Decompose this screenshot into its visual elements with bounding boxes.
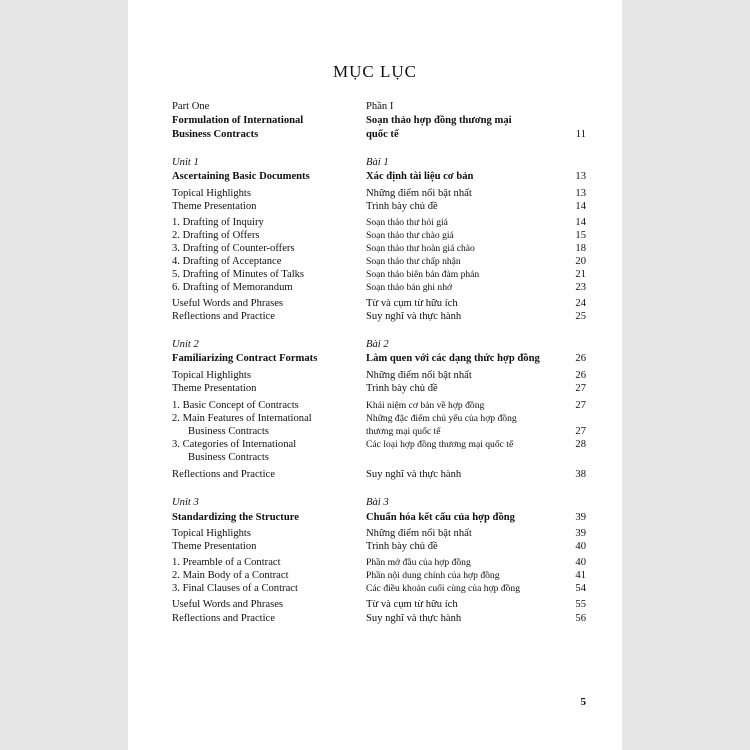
unit-page: 39 <box>575 512 586 523</box>
part-title-en-line2: Business Contracts <box>172 129 259 140</box>
part-page: 11 <box>575 129 586 140</box>
toc-entry-vi: Trình bày chủ đề <box>366 201 438 212</box>
toc-entry-vi: Soạn thảo bản ghi nhớ <box>366 282 453 293</box>
toc-entry-en: Reflections and Practice <box>172 613 275 624</box>
unit-title-en: Ascertaining Basic Documents <box>172 171 310 182</box>
toc-entry-page: 26 <box>575 370 586 381</box>
toc-entry-vi: Những điểm nổi bật nhất <box>366 370 472 381</box>
toc-entry-vi: Suy nghĩ và thực hành <box>366 469 462 480</box>
toc-entry-page: 39 <box>575 528 586 539</box>
toc-entry-en: 6. Drafting of Memorandum <box>172 282 293 293</box>
toc-entry-page: 23 <box>575 282 586 293</box>
toc-entry-en: 2. Main Body of a Contract <box>172 570 289 581</box>
toc-entry-page: 40 <box>575 541 586 552</box>
toc-entry-page: 14 <box>575 201 586 212</box>
toc-entry-vi: Soạn thảo thư chào giá <box>366 230 454 241</box>
toc-entry-vi: Soạn thảo thư chấp nhận <box>366 256 461 267</box>
toc-entry-vi: Soạn thảo thư hỏi giá <box>366 217 448 228</box>
toc-entry-vi: Từ và cụm từ hữu ích <box>366 599 458 610</box>
toc-entry-en: Reflections and Practice <box>172 469 275 480</box>
part-label-vi: Phần I <box>366 101 394 112</box>
toc-entry-page: 38 <box>575 469 586 480</box>
toc-entry-en: Business Contracts <box>188 452 269 463</box>
toc-entry-en: 2. Main Features of International <box>172 413 312 424</box>
toc-entry-en: 1. Preamble of a Contract <box>172 557 281 568</box>
toc-entry-en: Theme Presentation <box>172 201 257 212</box>
part-title-vi-line1: Soạn thảo hợp đồng thương mại <box>366 115 512 126</box>
toc-entry-vi: Suy nghĩ và thực hành <box>366 311 462 322</box>
unit-label-en: Unit 3 <box>172 497 199 508</box>
toc-entry-en: 2. Drafting of Offers <box>172 230 260 241</box>
unit-page: 26 <box>575 353 586 364</box>
toc-entry-page: 55 <box>575 599 586 610</box>
toc-entry-page: 27 <box>575 426 586 437</box>
toc-entry-vi: Từ và cụm từ hữu ích <box>366 298 458 309</box>
toc-entry-en: Theme Presentation <box>172 541 257 552</box>
toc-entry-en: Topical Highlights <box>172 528 251 539</box>
part-title-en-line1: Formulation of International <box>172 115 304 126</box>
toc-entry-en: Business Contracts <box>188 426 269 437</box>
toc-entry-vi: Trình bày chủ đề <box>366 541 438 552</box>
toc-entry-vi: Những đặc điểm chủ yếu của hợp đồng <box>366 413 517 424</box>
toc-entry-en: Topical Highlights <box>172 370 251 381</box>
toc-entry-en: Reflections and Practice <box>172 311 275 322</box>
unit-title-en: Familiarizing Contract Formats <box>172 353 318 364</box>
unit-title-vi: Làm quen với các dạng thức hợp đồng <box>366 353 540 364</box>
toc-entry-page: 14 <box>575 217 586 228</box>
toc-entry-en: Topical Highlights <box>172 188 251 199</box>
toc-entry-en: 5. Drafting of Minutes of Talks <box>172 269 305 280</box>
toc-entry-page: 27 <box>575 400 586 411</box>
toc-entry-en: 3. Categories of International <box>172 439 297 450</box>
toc-entry-en: Useful Words and Phrases <box>172 298 284 309</box>
unit-label-vi: Bài 1 <box>366 157 389 168</box>
part-label-en: Part One <box>172 101 210 112</box>
toc-entry-vi: Trình bày chủ đề <box>366 383 438 394</box>
toc-entry-page: 25 <box>575 311 586 322</box>
toc-entry-page: 20 <box>575 256 586 267</box>
toc-entry-en: 3. Final Clauses of a Contract <box>172 583 298 594</box>
toc-entry-page: 21 <box>575 269 586 280</box>
toc-entry-vi: Phần nội dung chính của hợp đồng <box>366 570 500 581</box>
unit-label-en: Unit 2 <box>172 339 199 350</box>
toc-entry-en: 3. Drafting of Counter-offers <box>172 243 295 254</box>
toc-entry-page: 18 <box>575 243 586 254</box>
unit-label-vi: Bài 2 <box>366 339 389 350</box>
toc-entry-vi: Các điều khoản cuối cùng của hợp đồng <box>366 583 521 594</box>
toc-entry-page: 56 <box>575 613 586 624</box>
toc-entry-vi: Phần mở đầu của hợp đồng <box>366 557 471 568</box>
toc-entry-en: Useful Words and Phrases <box>172 599 284 610</box>
toc-entry-page: 13 <box>575 188 586 199</box>
toc-entry-page: 54 <box>575 583 586 594</box>
toc-entry-en: 1. Drafting of Inquiry <box>172 217 264 228</box>
page-number: 5 <box>580 696 586 708</box>
toc-entry-en: Theme Presentation <box>172 383 257 394</box>
toc-entry-page: 41 <box>575 570 586 581</box>
unit-title-vi: Xác định tài liệu cơ bản <box>366 171 474 182</box>
toc-entry-page: 24 <box>575 298 586 309</box>
unit-label-en: Unit 1 <box>172 157 199 168</box>
unit-page: 13 <box>575 171 586 182</box>
toc-entry-page: 40 <box>575 557 586 568</box>
toc-entry-vi: Soạn thảo thư hoàn giá chào <box>366 243 475 254</box>
toc-entry-vi: thương mại quốc tế <box>366 426 441 437</box>
toc-entry-en: 4. Drafting of Acceptance <box>172 256 282 267</box>
toc-entry-en: 1. Basic Concept of Contracts <box>172 400 299 411</box>
toc-entry-vi: Các loại hợp đồng thương mại quốc tế <box>366 439 514 450</box>
page-title: MỤC LỤC <box>333 62 417 81</box>
toc-entry-vi: Suy nghĩ và thực hành <box>366 613 462 624</box>
toc-entry-vi: Những điểm nổi bật nhất <box>366 528 472 539</box>
unit-title-vi: Chuẩn hóa kết cấu của hợp đồng <box>366 512 515 523</box>
unit-title-en: Standardizing the Structure <box>172 512 299 523</box>
unit-label-vi: Bài 3 <box>366 497 389 508</box>
toc-entry-vi: Soạn thảo biên bản đàm phán <box>366 269 480 280</box>
toc-entry-vi: Khái niệm cơ bản về hợp đồng <box>366 400 485 411</box>
toc-entry-page: 27 <box>575 383 586 394</box>
toc-entry-page: 15 <box>575 230 586 241</box>
toc-entry-page: 28 <box>575 439 586 450</box>
toc-entry-vi: Những điểm nổi bật nhất <box>366 188 472 199</box>
part-title-vi-line2: quốc tế <box>366 129 399 140</box>
